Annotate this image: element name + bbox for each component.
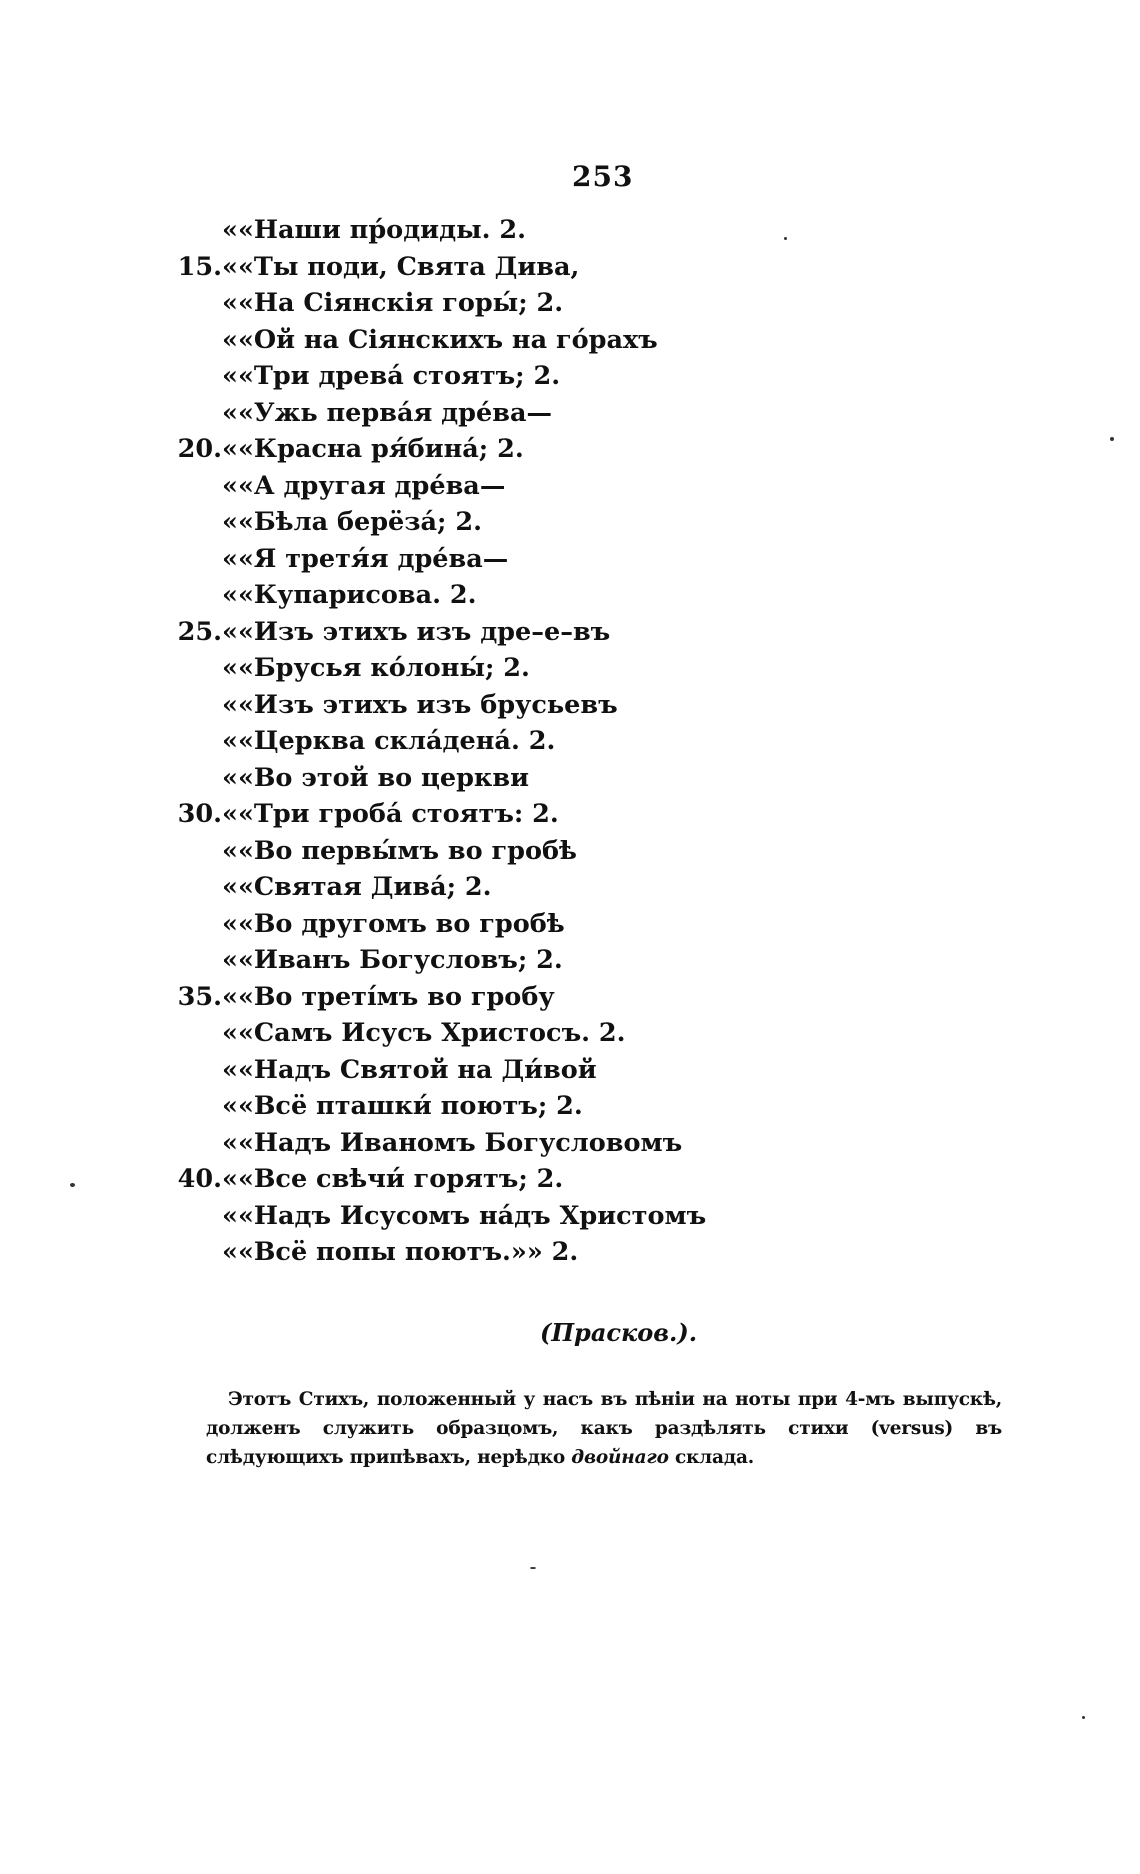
verse-line	[222, 504, 842, 541]
verse-line	[222, 1234, 842, 1271]
verse-line-text: ««Ужь перва́я дре́ва—	[222, 397, 552, 428]
scan-speck	[1110, 437, 1114, 441]
page-number: 253	[572, 160, 634, 193]
verse-line	[177, 796, 842, 833]
verse-line	[222, 322, 842, 359]
verse-line-number: 20.	[177, 434, 222, 464]
verse-line-text: ««Самъ Исусъ Христосъ. 2.	[222, 1018, 626, 1048]
verse-line	[222, 577, 842, 614]
verse-line	[222, 723, 842, 760]
verse-line-text: ««Три древа́ стоятъ; 2.	[222, 361, 561, 391]
verse-line-text: ««Красна ря́бина́; 2.	[222, 434, 524, 464]
verse-line	[222, 212, 842, 249]
verse-line-text: ««Ты поди, Свята Дива,	[222, 251, 580, 282]
verse-line-text: ««Церква скла́дена́. 2.	[222, 726, 556, 756]
verse-line-text: ««Надъ Исусомъ на́дъ Христомъ	[222, 1200, 707, 1231]
verse-line-number: 25.	[177, 616, 222, 647]
verse-line	[222, 1015, 842, 1052]
verse-line-text: ««Я третя́я дре́ва—	[222, 543, 509, 574]
verse-line	[222, 468, 842, 505]
footnote	[206, 1385, 1002, 1472]
footnote-italic: двойнаго	[571, 1447, 669, 1468]
verse-line-number: 40.	[177, 1164, 222, 1194]
verse-line-text: ««Во третíмъ во гробу	[222, 981, 555, 1012]
verse-line	[222, 541, 842, 578]
verse-line-text: ««Наши пр́одиды. 2.	[222, 215, 527, 245]
verse-line	[177, 249, 842, 286]
verse-line-text: ««Купарисова. 2.	[222, 580, 477, 610]
verse-line	[222, 687, 842, 724]
verse-line-text: ««Во этой во церкви	[222, 762, 529, 793]
footnote-end: склада.	[668, 1447, 754, 1468]
verse-line-text: ««Во другомъ во гробѣ	[222, 908, 565, 939]
verse-line-text: ««Во первы́мъ во гробѣ	[222, 835, 577, 866]
verse-line-text: ««Всё попы поютъ.»» 2.	[222, 1237, 579, 1267]
verse-line	[222, 869, 842, 906]
verse-line	[177, 1161, 842, 1198]
verse-block	[177, 212, 842, 1271]
verse-line-text: ««Брусья ко́лоны́; 2.	[222, 653, 530, 683]
verse-line-text: ««Надъ Святой на Ди́вой	[222, 1054, 597, 1085]
verse-line	[222, 285, 842, 322]
verse-line-text: ««На Сіянскія горы́; 2.	[222, 288, 564, 318]
scan-speck	[784, 237, 787, 240]
verse-line-text: ««Надъ Иваномъ Богусловомъ	[222, 1127, 683, 1158]
scan-speck	[530, 1567, 536, 1569]
verse-line-text: ««Три гроба́ стоятъ: 2.	[222, 799, 559, 829]
verse-line	[222, 906, 842, 943]
verse-line-text: ««Святая Дива́; 2.	[222, 872, 492, 902]
verse-line	[222, 358, 842, 395]
verse-line	[222, 395, 842, 432]
footnote-text: Этотъ Стихъ, положенный у насъ въ пѣніи на ноты при 4-мъ выпускѣ, долженъ служить образцомъ, какъ раздѣлять стихи (versus) въ слѣдующихъ припѣвахъ, нерѣдко	[206, 1389, 1002, 1468]
verse-line	[222, 1125, 842, 1162]
verse-line-number: 15.	[177, 251, 222, 282]
scan-speck	[70, 1183, 75, 1187]
verse-line	[222, 650, 842, 687]
verse-line-text: ««Все свѣчи́ горятъ; 2.	[222, 1164, 564, 1194]
verse-line-text: ««Ой на Сіянскихъ на го́рахъ	[222, 324, 658, 355]
verse-line	[177, 431, 842, 468]
verse-line	[222, 942, 842, 979]
verse-line-text: ««Всё пташки́ поютъ; 2.	[222, 1091, 583, 1121]
verse-line	[222, 1088, 842, 1125]
verse-line	[177, 979, 842, 1016]
verse-line-text: ««Изъ этихъ изъ дре–е–въ	[222, 616, 611, 647]
verse-line-number: 30.	[177, 799, 222, 829]
verse-line	[222, 760, 842, 797]
verse-line-text: ««А другая дре́ва—	[222, 470, 506, 501]
verse-line-text: ««Изъ этихъ изъ брусьевъ	[222, 689, 618, 720]
verse-line	[222, 1198, 842, 1235]
attribution: (Прасков.).	[540, 1318, 698, 1347]
verse-line-text: ««Иванъ Богусловъ; 2.	[222, 945, 563, 975]
verse-line	[222, 833, 842, 870]
verse-line	[222, 1052, 842, 1089]
verse-line-number: 35.	[177, 981, 222, 1012]
scan-speck	[1082, 1716, 1085, 1719]
verse-line	[177, 614, 842, 651]
verse-line-text: ««Бѣла берёза́; 2.	[222, 507, 482, 537]
